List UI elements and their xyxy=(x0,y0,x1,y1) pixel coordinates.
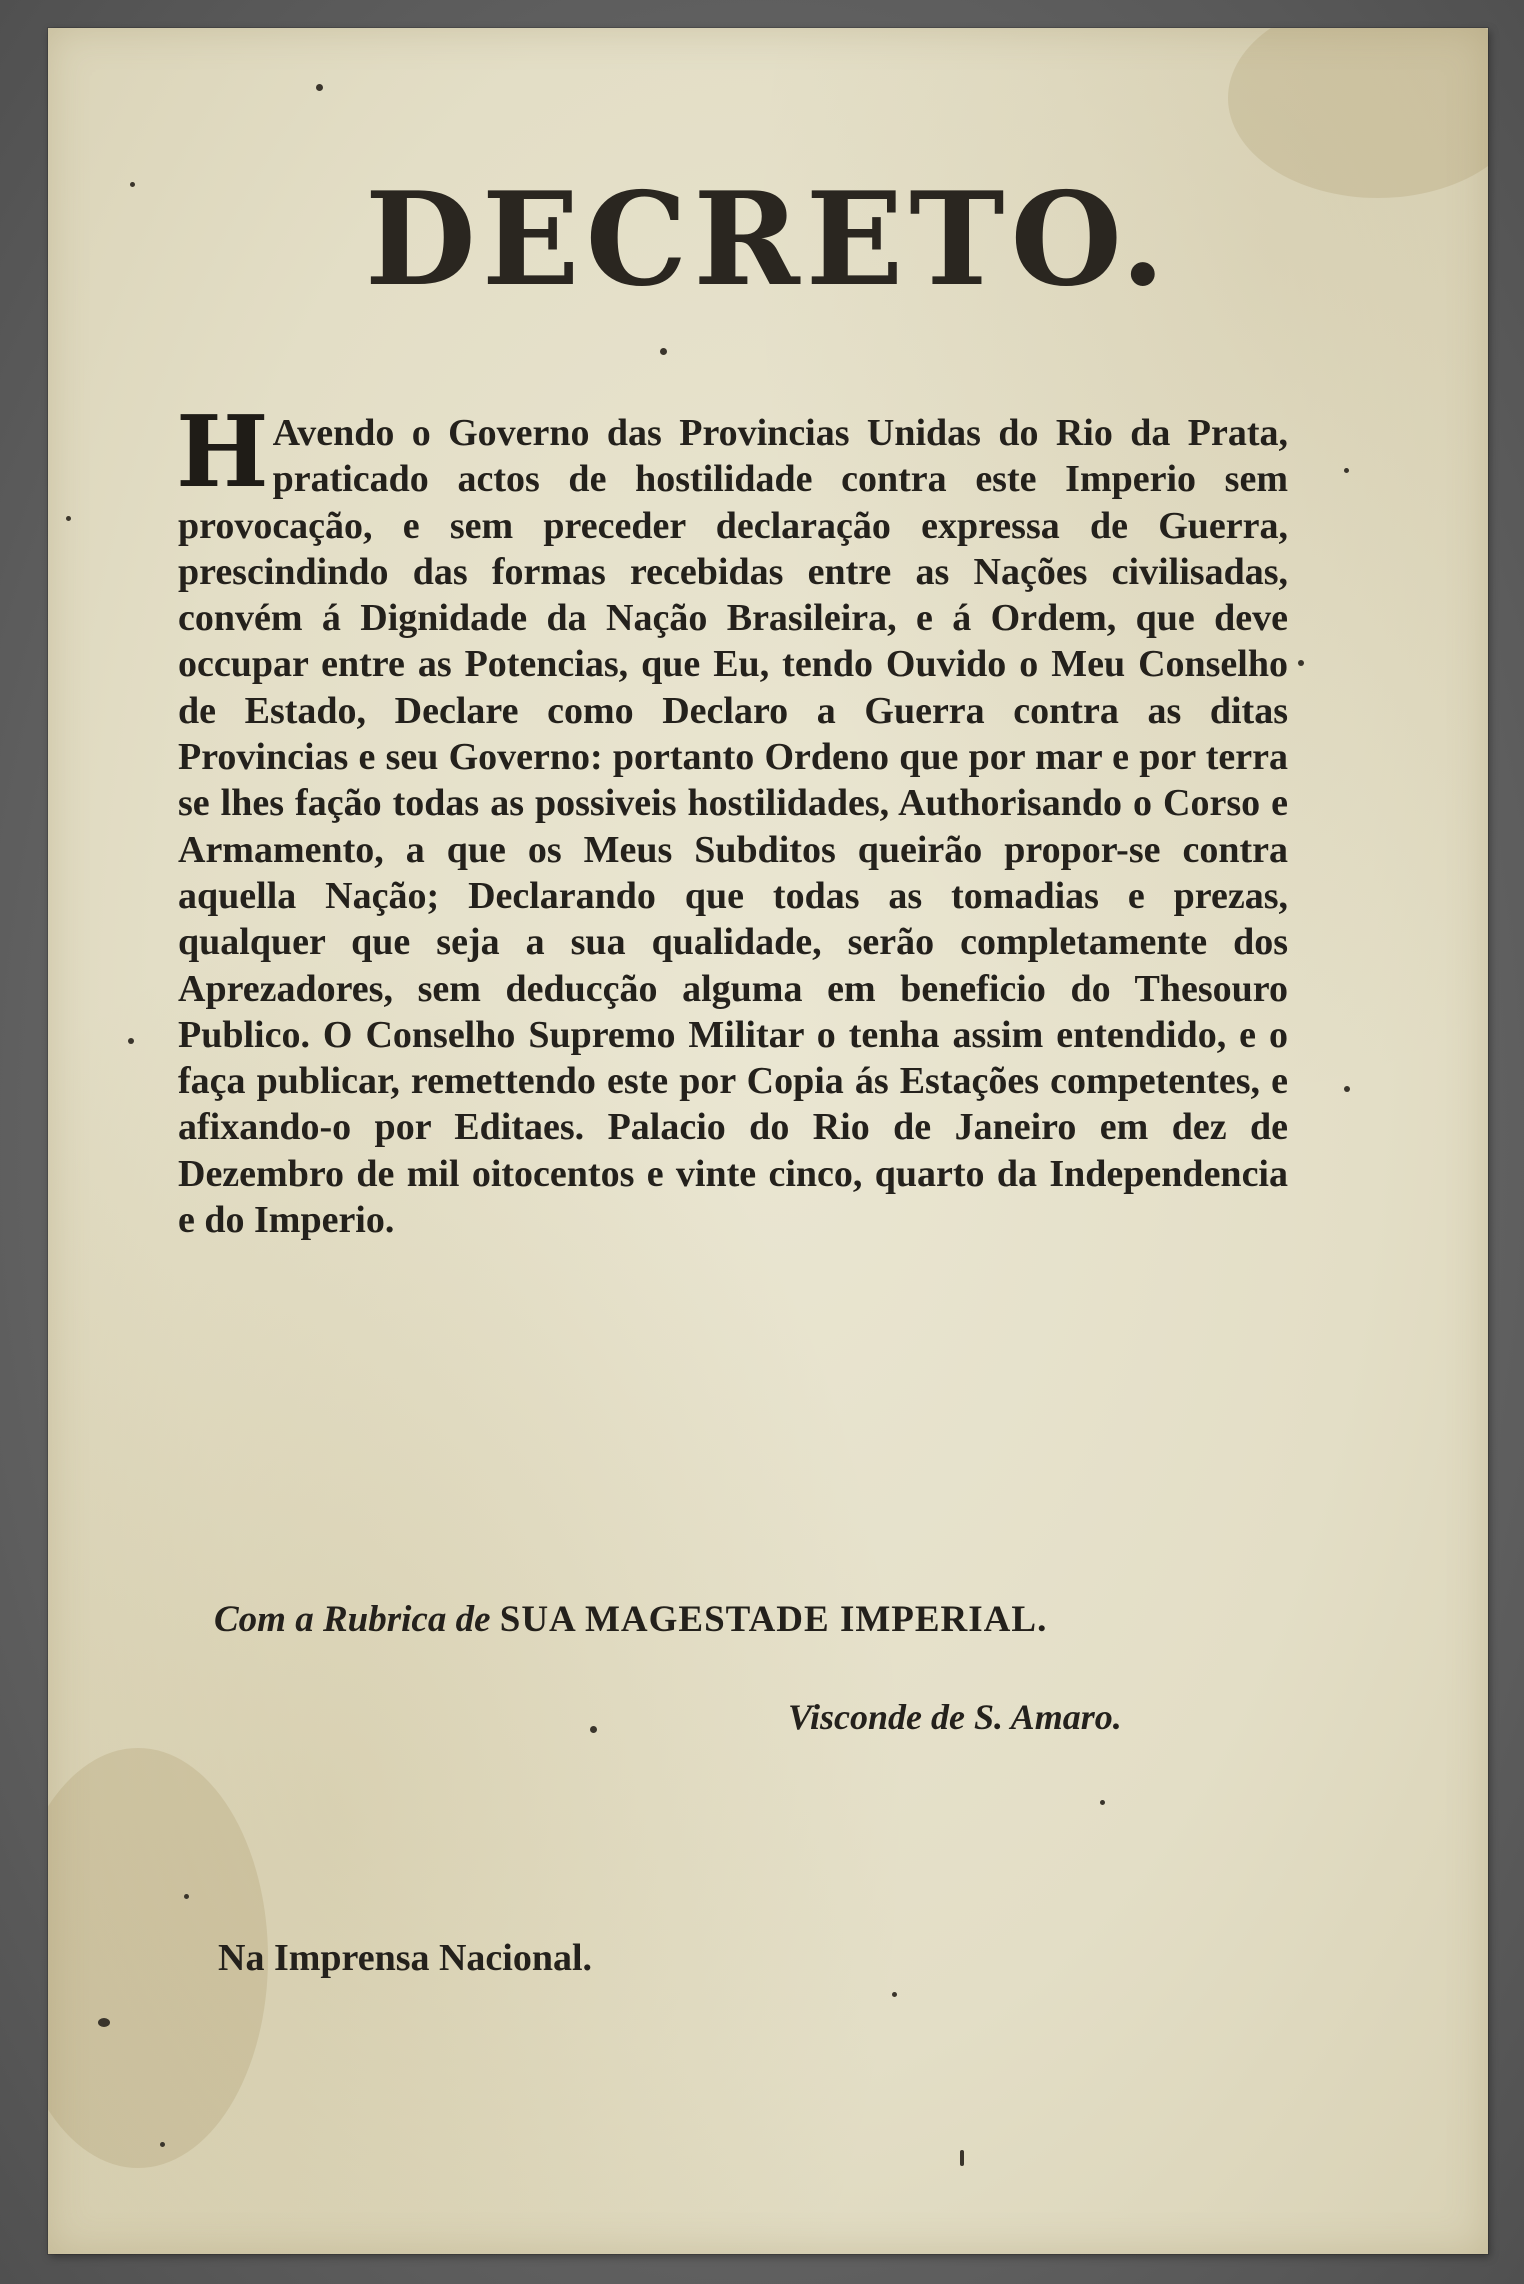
paper-speck xyxy=(184,1894,189,1899)
signatory: Visconde de S. Amaro. xyxy=(788,1697,1122,1737)
paper-speck xyxy=(1344,1086,1350,1092)
paper-stain xyxy=(1228,28,1488,198)
paper-speck xyxy=(892,1992,897,1997)
imprint: Na Imprensa Nacional. xyxy=(218,1937,593,1979)
drop-cap: H xyxy=(176,395,269,510)
paper-speck xyxy=(960,2150,964,2166)
rubrica-line xyxy=(214,1598,1314,1641)
paper-speck xyxy=(1344,468,1349,473)
document-sheet xyxy=(48,28,1488,2254)
paper-speck xyxy=(590,1726,597,1733)
paper-speck xyxy=(660,348,667,355)
paper-speck xyxy=(1100,1800,1105,1805)
paper-speck xyxy=(98,2018,110,2027)
paper-speck xyxy=(1298,660,1304,666)
paper-speck xyxy=(316,84,323,91)
paper-speck xyxy=(128,1038,134,1044)
paper-speck xyxy=(160,2142,165,2147)
decree-body xyxy=(176,395,1288,1243)
decree-body-text: Avendo o Governo das Provincias Unidas do Rio da Prata, praticado actos de hostilidade contra este Imperio sem provocação, e sem preceder declaração expressa de Guerra, prescindindo das formas recebidas entre as Nações civilisadas, convém á Dignidade da Nação Brasileira, e á Ordem, que deve occupar entre as Potencias, que Eu, tendo Ouvido o Meu Conselho de Estado, Declare como Declaro a Guerra contra as ditas Provincias e seu Governo: portanto Ordeno que por mar e por terra se lhes fação todas as possiveis hostilidades, Authorisando o Corso e Armamento, a que os Meus Subditos queirão propor-se contra aquella Nação; Declarando que todas as tomadias e prezas, qualquer que seja a sua qualidade, serão completamente dos Aprezadores, sem deducção alguma em beneficio do Thesouro Publico. O Conselho Supremo Militar o tenha assim entendido, e o faça publicar, remettendo este por Copia ás Estações competentes, e afixando-o por Editaes. Palacio do Rio de Janeiro em dez de Dezembro de mil oitocentos e vinte cinco, quarto da Independencia e do Imperio. xyxy=(178,412,1288,1242)
rubrica-prefix: Com a Rubrica de xyxy=(214,1599,491,1640)
document-title: DECRETO. xyxy=(364,165,1172,315)
paper-speck xyxy=(66,516,71,521)
rubrica-name: SUA MAGESTADE IMPERIAL. xyxy=(499,1599,1048,1640)
